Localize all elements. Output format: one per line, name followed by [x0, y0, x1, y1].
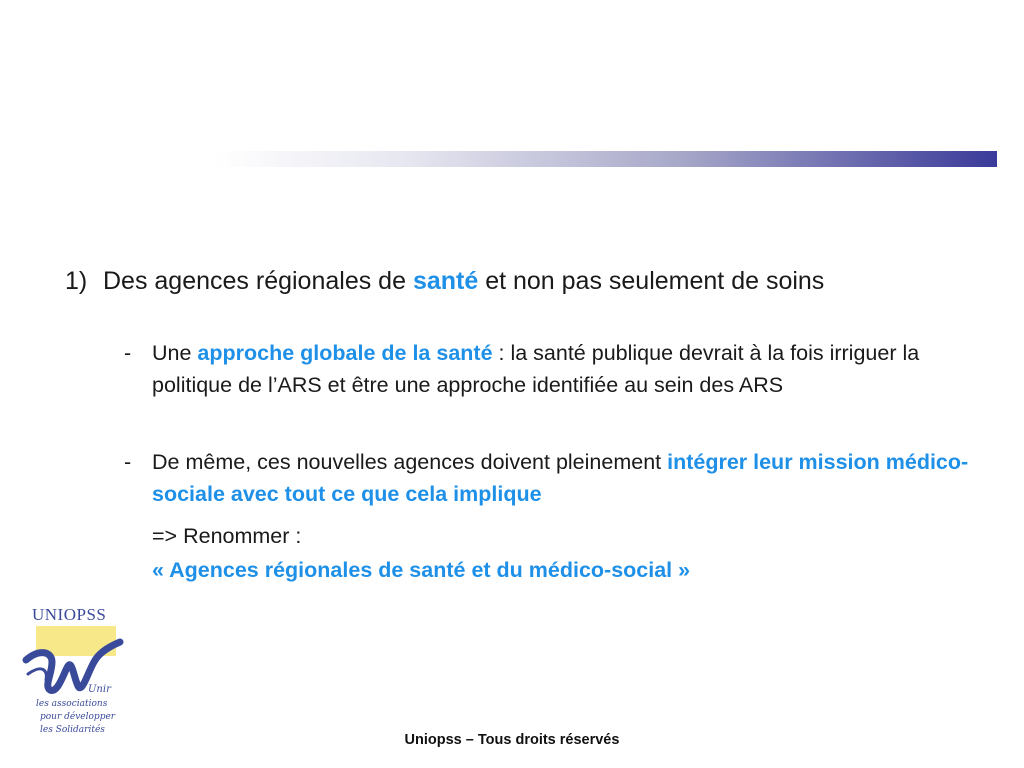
bullet-accent: approche globale de la santé — [197, 341, 493, 365]
logo-tagline-2: les associations — [36, 699, 108, 709]
footer-copyright: Uniopss – Tous droits réservés — [404, 732, 620, 748]
bullet-text-before: Une — [152, 341, 198, 365]
logo-tagline-3: pour développer — [40, 712, 116, 722]
bullet-text-after: : la santé publique devrait à la fois irriguer la politique de l’ARS et être une approche identifiée au sein des ARS — [152, 341, 920, 397]
heading-number: 1) — [65, 267, 88, 295]
bullet-item-2 — [124, 446, 1004, 510]
bullet-body — [152, 337, 1004, 401]
bullet-body — [152, 446, 1004, 510]
header-gradient-bar — [215, 151, 997, 167]
rename-label: => Renommer : — [152, 524, 302, 548]
heading-text-after: et non pas seulement de soins — [478, 267, 825, 295]
bullet-dash: - — [124, 450, 132, 474]
uniopss-logo — [22, 600, 132, 740]
bullet-text-before: De même, ces nouvelles agences doivent pleinement — [152, 450, 668, 474]
rename-value: « Agences régionales de santé et du médico-social » — [152, 558, 691, 582]
logo-tagline-4: les Solidarités — [40, 725, 105, 735]
logo-name: UNIOPSS — [32, 605, 107, 624]
bullet-accent: intégrer leur mission médico-sociale avec tout ce que cela implique — [152, 450, 969, 506]
section-heading — [65, 264, 1020, 298]
bullet-dash: - — [124, 341, 132, 365]
bullet-item-1 — [124, 337, 1004, 401]
heading-accent: santé — [412, 267, 479, 295]
logo-tagline-1: Unir — [88, 684, 111, 695]
heading-text-before: Des agences régionales de — [103, 267, 413, 295]
